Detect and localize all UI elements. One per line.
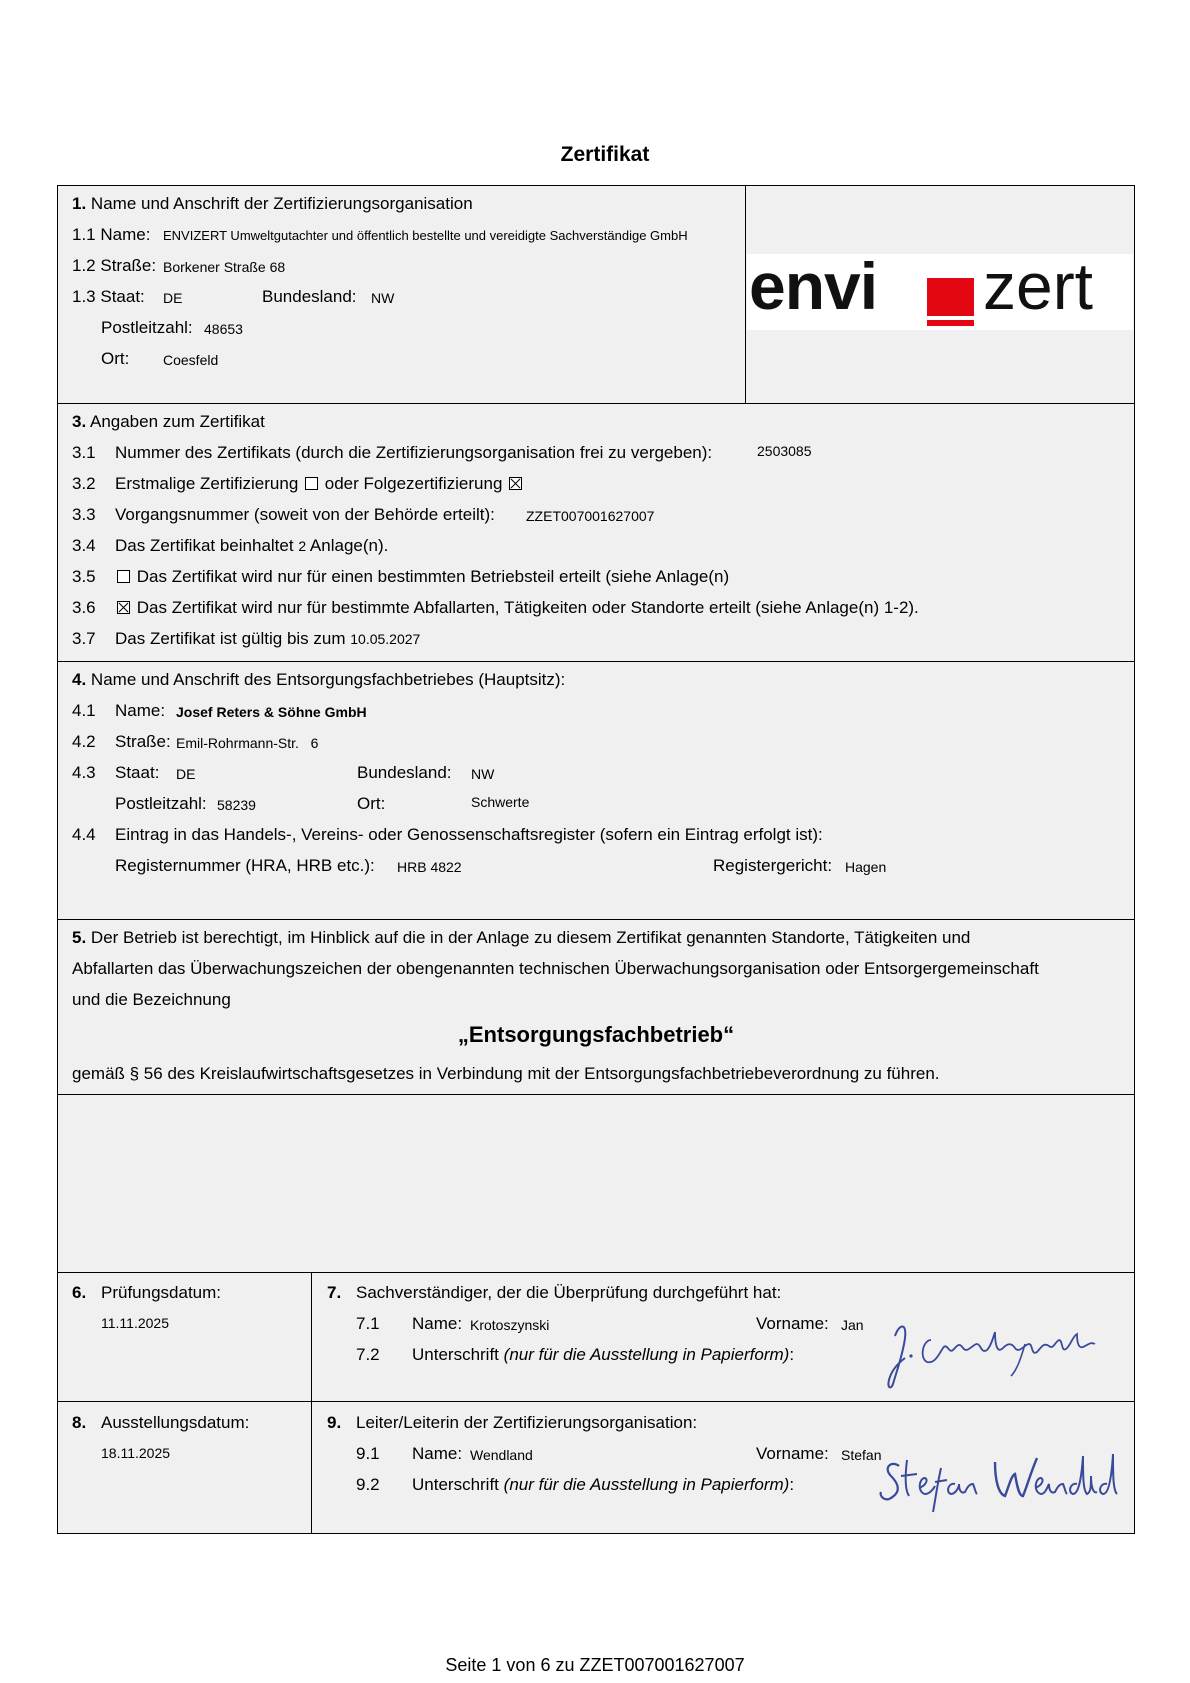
logo-zert-text: zert [983, 249, 1094, 323]
envizert-logo [747, 249, 1133, 330]
s4-ort-label: Ort: [357, 794, 386, 813]
s4-regnum-value: HRB 4822 [397, 859, 462, 875]
s4-row-4: 4.4 Eintrag in das Handels-, Vereins- oder Genossenschaftsregister (sofern ein Eintrag erfolgt ist): [72, 825, 823, 844]
s7-heading: 7. Sachverständiger, der die Überprüfung durchgeführt hat: [327, 1283, 782, 1302]
s7-first-value: Jan [841, 1317, 864, 1333]
s4-ort-value: Schwerte [471, 794, 530, 810]
s4-court-value: Hagen [845, 859, 887, 875]
s7-first-label: Vorname: [756, 1314, 829, 1333]
page-footer: Seite 1 von 6 zu ZZET007001627007 [445, 1655, 745, 1675]
s1-bundesland-label: Bundesland: [262, 287, 357, 306]
s3-r3-value: ZZET007001627007 [526, 508, 655, 524]
s4-plz-label: Postleitzahl: [115, 794, 207, 813]
s9-signature [877, 1446, 1122, 1516]
logo-red-mark [927, 278, 974, 316]
betriebsteil-checkbox [117, 570, 130, 583]
section-1-heading: 1. Name und Anschrift der Zertifizierungsorganisation [72, 194, 473, 213]
s4-name-value: Josef Reters & Söhne GmbH [176, 704, 367, 720]
s7-signature [877, 1314, 1112, 1392]
s3-row-1: 3.1 Nummer des Zertifikats (durch die Zertifizierungsorganisation frei zu vergeben): [72, 443, 713, 462]
s4-plz-value: 58239 [217, 797, 256, 813]
s4-state-value: DE [176, 766, 196, 782]
s3-row-3: 3.3 Vorgangsnummer (soweit von der Behörde erteilt): [72, 505, 495, 524]
s8-value: 18.11.2025 [101, 1445, 171, 1461]
s9-row-1: 9.1 Name: [356, 1444, 463, 1463]
s9-first-label: Vorname: [756, 1444, 829, 1463]
logo-red-underline [927, 320, 974, 326]
page-title: Zertifikat [560, 143, 650, 166]
s1-street-label: 1.2 Straße: [72, 256, 157, 275]
s9-first-value: Stefan [841, 1447, 882, 1463]
logo-envi-text: envi [749, 249, 878, 323]
s3-row-6: 3.6 Das Zertifikat wird nur für bestimmte Abfallarten, Tätigkeiten oder Standorte erteilt (siehe Anlage(n) 1-2). [72, 598, 919, 617]
s4-bundesland-value: NW [471, 766, 495, 782]
section-3-heading: 3. Angaben zum Zertifikat [72, 412, 265, 431]
s5-designation: „Entsorgungsfachbetrieb“ [457, 1022, 735, 1047]
s5-line-3: und die Bezeichnung [72, 990, 231, 1009]
s1-street-value: Borkener Straße 68 [163, 259, 286, 275]
first-certification-checkbox [305, 477, 318, 490]
s8-label: 8. Ausstellungsdatum: [72, 1413, 250, 1432]
s9-heading: 9. Leiter/Leiterin der Zertifizierungsorganisation: [327, 1413, 698, 1432]
s9-name-value: Wendland [470, 1447, 533, 1463]
s1-state-label: 1.3 Staat: [72, 287, 145, 306]
s3-r1-value: 2503085 [757, 443, 812, 459]
section-4-heading: 4. Name und Anschrift des Entsorgungsfachbetriebes (Hauptsitz): [72, 670, 566, 689]
s7-row-1: 7.1 Name: [356, 1314, 463, 1333]
s1-ort-value: Coesfeld [163, 352, 219, 368]
s1-name-value: ENVIZERT Umweltgutachter und öffentlich bestellte und vereidigte Sachverständige GmbH [163, 228, 688, 243]
section-3-box [57, 403, 1135, 662]
s1-name-label: 1.1 Name: [72, 225, 151, 244]
signature-wendland-svg [877, 1446, 1122, 1516]
s5-line-4: gemäß § 56 des Kreislaufwirtschaftsgesetzes in Verbindung mit der Entsorgungsfachbetriebeverordnung zu führen. [72, 1064, 940, 1083]
s5-line-1: 5. Der Betrieb ist berechtigt, im Hinblick auf die in der Anlage zu diesem Zertifikat genannten Standorte, Tätigkeiten und [72, 928, 971, 947]
s1-ort-label: Ort: [101, 349, 130, 368]
s1-plz-value: 48653 [204, 321, 243, 337]
s3-row-2: 3.2 Erstmalige Zertifizierung oder Folgezertifizierung [72, 474, 96, 494]
abfallarten-checkbox [117, 601, 130, 614]
section-4-box [57, 661, 1135, 920]
s7-name-value: Krotoszynski [470, 1317, 550, 1333]
s1-bundesland-value: NW [371, 290, 395, 306]
s3-row-5: 3.5 Das Zertifikat wird nur für einen bestimmten Betriebsteil erteilt (siehe Anlage(n) [72, 567, 730, 586]
s7-row-2: 7.2 Unterschrift (nur für die Ausstellung in Papierform): [356, 1345, 795, 1364]
s1-state-value: DE [163, 290, 183, 306]
s6-value: 11.11.2025 [101, 1315, 169, 1331]
s6-label: 6. Prüfungsdatum: [72, 1283, 222, 1302]
s3-row-7: 3.7 Das Zertifikat ist gültig bis zum 10.05.2027 [72, 629, 421, 648]
s4-row-3: 4.3 Staat: [72, 763, 160, 782]
follow-up-certification-checkbox [509, 477, 522, 490]
s4-court-label: Registergericht: [713, 856, 833, 875]
s4-row-2: 4.2 Straße: [72, 732, 171, 751]
s4-regnum-label: Registernummer (HRA, HRB etc.): [115, 856, 375, 875]
s5-line-2: Abfallarten das Überwachungszeichen der obengenannten technischen Überwachungsorganisation oder Entsorgergemeinschaft [72, 959, 1039, 978]
s9-row-2: 9.2 Unterschrift (nur für die Ausstellung in Papierform): [356, 1475, 795, 1494]
blank-area [57, 1094, 1135, 1274]
s4-row-1: 4.1 Name: [72, 701, 166, 720]
s1-plz-label: Postleitzahl: [101, 318, 193, 337]
s4-street-value: Emil-Rohrmann-Str. 6 [176, 735, 319, 751]
s3-row-4: 3.4 Das Zertifikat beinhaltet 2 Anlage(n). [72, 536, 389, 555]
s4-bundesland-label: Bundesland: [357, 763, 452, 782]
signature-krotoszynski-svg [877, 1314, 1112, 1392]
